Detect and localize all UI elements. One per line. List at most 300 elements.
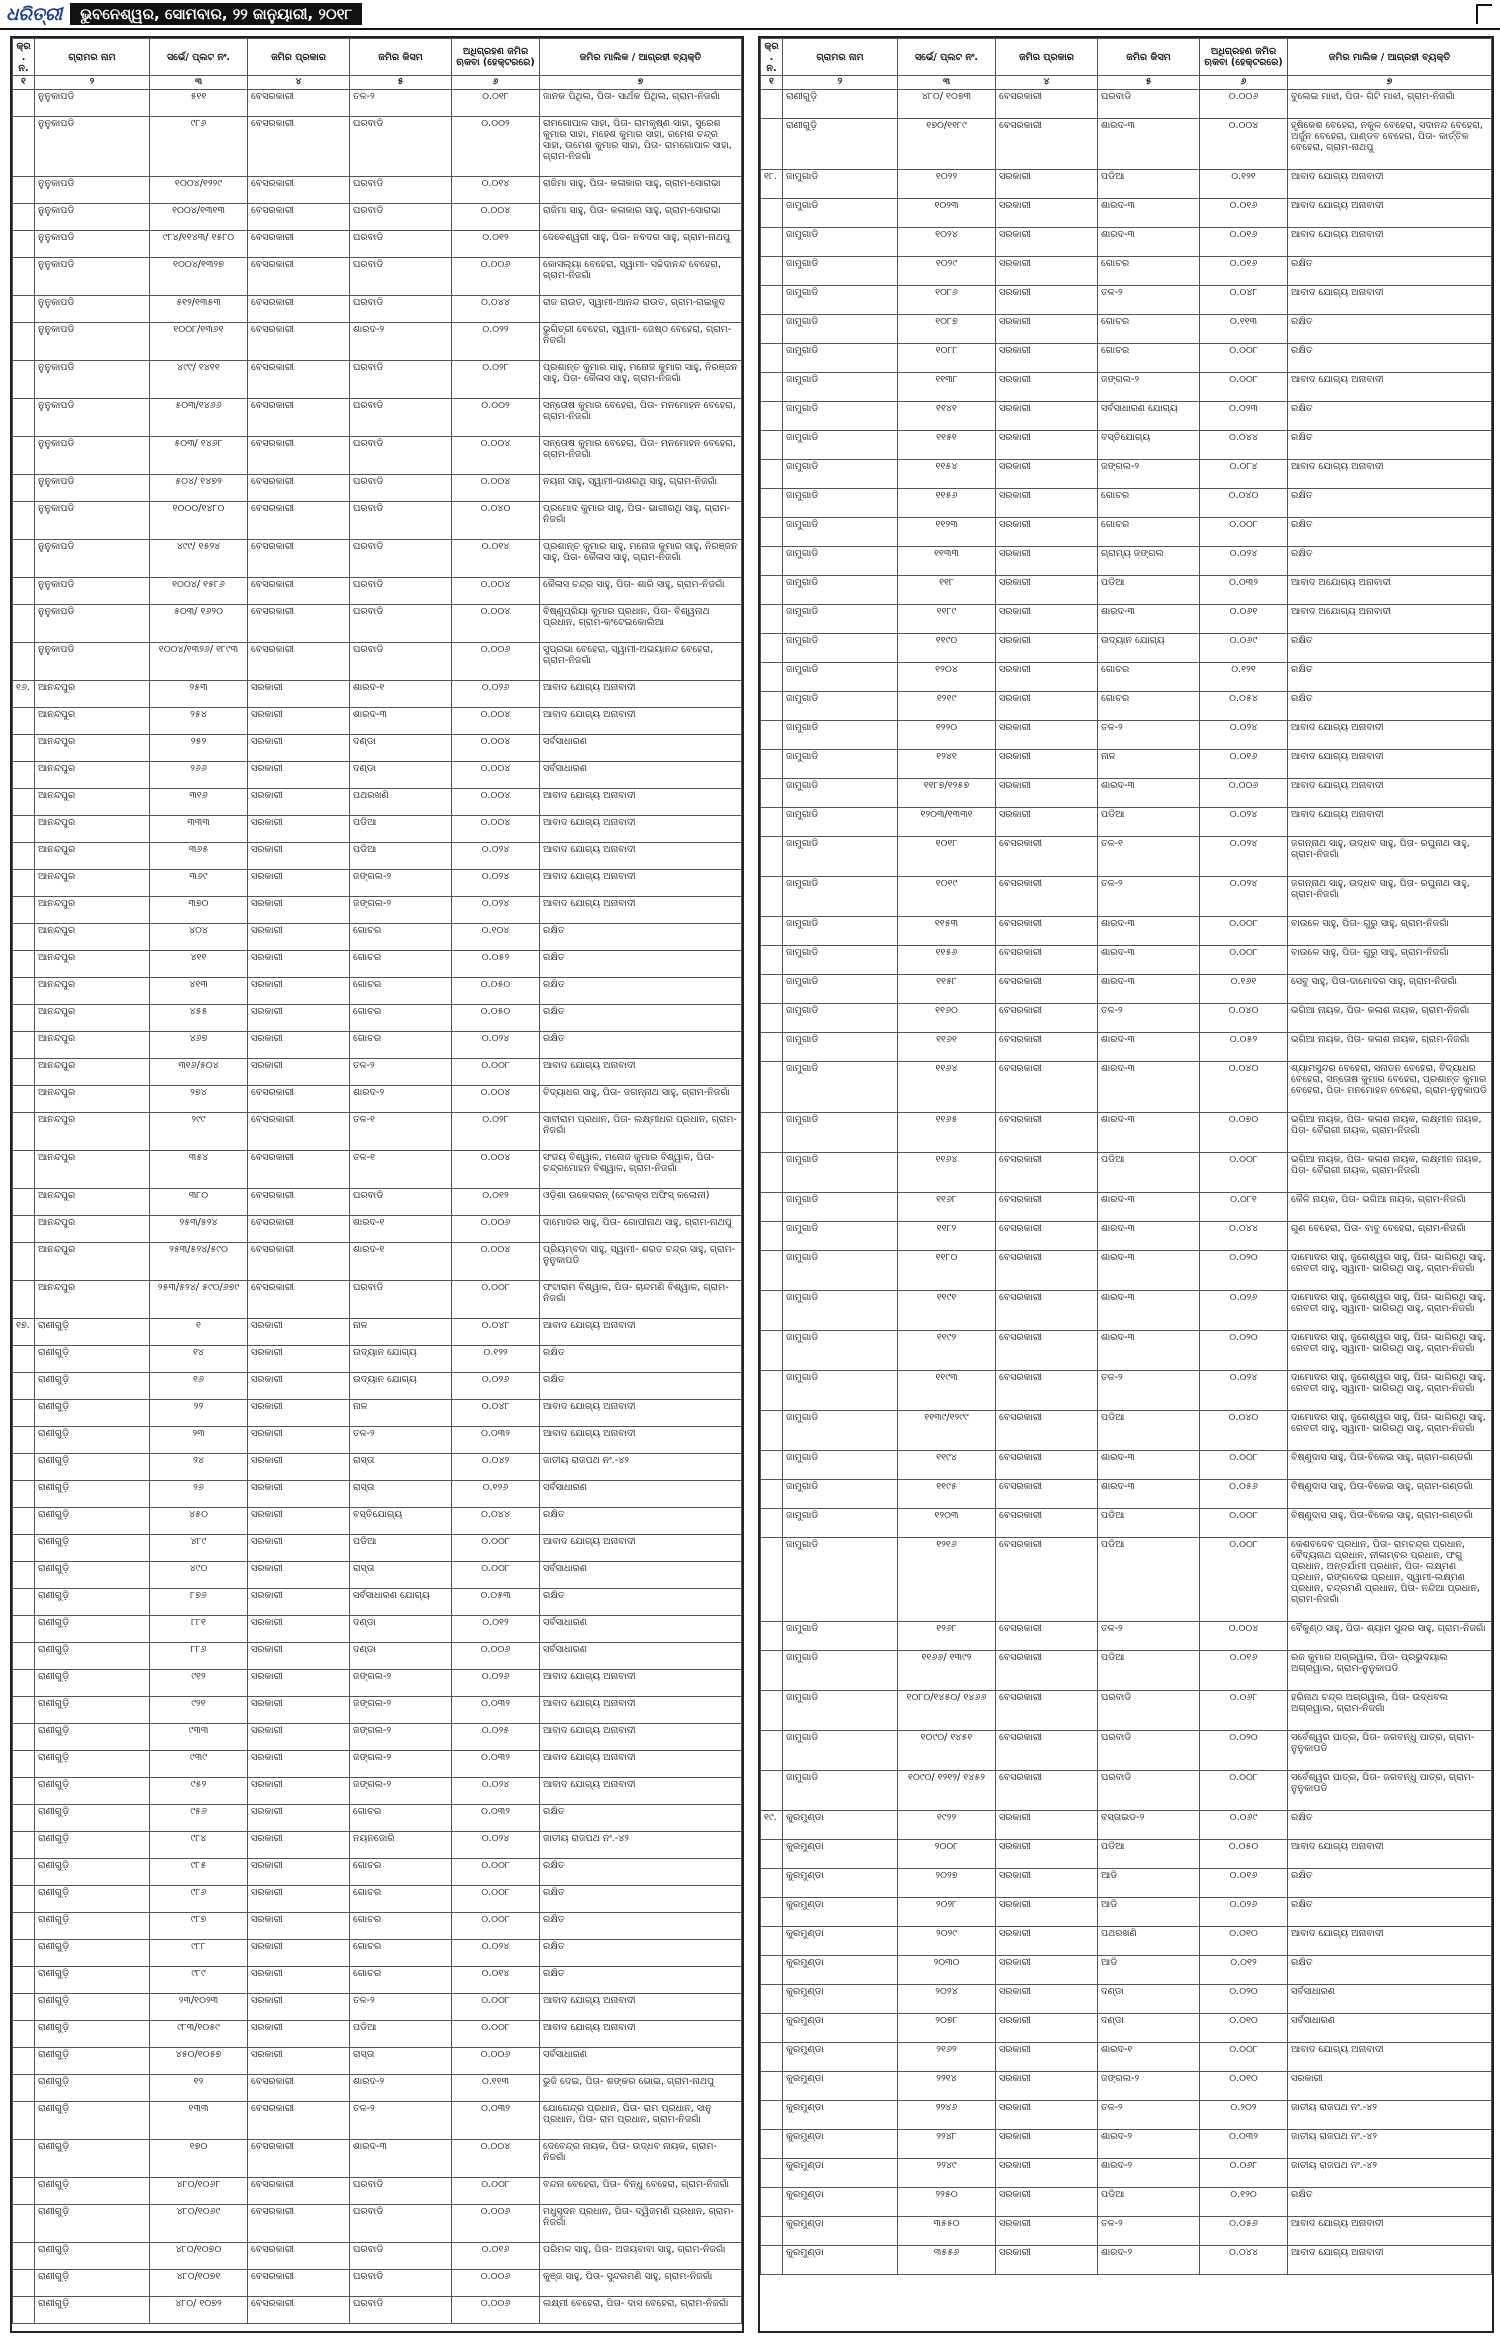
serial-cell xyxy=(761,199,783,228)
table-row xyxy=(761,2101,1492,2130)
plot-cell: ୯୮୭ xyxy=(150,1913,248,1940)
area-cell: ୦.୧୧୩ xyxy=(1200,315,1288,344)
area-cell: ୦.୦୦୬ xyxy=(452,643,540,681)
plot-cell: ୧୨୬୮ xyxy=(898,1622,996,1651)
village-cell: ରାଣୀଗୁଡ଼ି xyxy=(35,1616,150,1643)
village-cell: ନୁନୁକାପଡି xyxy=(35,605,150,643)
village-cell: ଜାମୁଗାଡି xyxy=(783,808,898,837)
owner-cell: ଆବାଦ ଯୋଗ୍ୟ ଅନାବାଦୀ xyxy=(1288,373,1492,402)
area-cell: ୦.୦୨୪ xyxy=(452,1940,540,1967)
land-type-cell: ସରକାରୀ xyxy=(248,681,350,708)
serial-cell xyxy=(761,692,783,721)
plot-cell: ୯୮୬ xyxy=(150,117,248,177)
serial-cell xyxy=(13,437,35,475)
serial-cell xyxy=(13,1113,35,1151)
village-cell: କୁରମୁଣ୍ଡା xyxy=(783,1898,898,1927)
plot-cell: ୧୦୦୪/୧୩୨୭ xyxy=(150,258,248,296)
table-row xyxy=(13,437,742,475)
village-cell: ରାଣୀଗୁଡ଼ି xyxy=(35,1589,150,1616)
land-class-cell: ଗୋଚର xyxy=(350,951,452,978)
owner-cell: ଭଗିଆ ନାୟକ, ପିତା- କଳାଶ ନାୟକ, ଗ୍ରାମ-ନିଜଗାଁ xyxy=(1288,1033,1492,1062)
area-cell: ୦.୦୨୪ xyxy=(1200,1371,1288,1411)
owner-cell: ଆବାଦ ଯୋଗ୍ୟ ଅନାବାଦୀ xyxy=(1288,2217,1492,2246)
serial-cell xyxy=(761,2072,783,2101)
area-cell: ୦.୦୦୨ xyxy=(452,117,540,177)
village-cell: ରାଣୀଗୁଡ଼ି xyxy=(35,1319,150,1346)
plot-cell: ୩୫୫୦ xyxy=(898,2217,996,2246)
village-cell: ନୁନୁକାପଡି xyxy=(35,399,150,437)
serial-cell xyxy=(13,816,35,843)
table-row xyxy=(13,1643,742,1670)
owner-cell: ଆବାଦ ଯୋଗ୍ୟ ଅନାବାଦୀ xyxy=(540,1059,742,1086)
table-row xyxy=(761,315,1492,344)
area-cell: ୦.୦୦୪ xyxy=(452,762,540,789)
village-cell: ଜାମୁଗାଡି xyxy=(783,1691,898,1731)
area-cell: ୦.୦୪୪ xyxy=(1200,1222,1288,1251)
table-row xyxy=(13,2270,742,2297)
plot-cell: ୧୧୩୩ xyxy=(898,547,996,576)
plot-cell: ୧୧୬୪ xyxy=(898,1153,996,1193)
land-type-cell: ବେସରକାରୀ xyxy=(248,177,350,204)
land-class-cell: ଆଡି xyxy=(1098,1956,1200,1985)
table-row xyxy=(761,1898,1492,1927)
owner-cell: ବୈକୁଣ୍ଠ ସାହୁ, ପିତା- ଶ୍ୟାମ ସୁନ୍ଦର ସାହୁ, ଗ୍ରାମ-ନିଜଗାଁ xyxy=(1288,1622,1492,1651)
plot-cell: ୧୧୫୬ xyxy=(898,946,996,975)
table-row xyxy=(13,1243,742,1281)
table-row xyxy=(761,634,1492,663)
village-cell: ଜାମୁଗାଡି xyxy=(783,1033,898,1062)
table-row xyxy=(13,399,742,437)
village-cell: ଜାମୁଗାଡି xyxy=(783,1251,898,1291)
plot-cell: ୧୧୫୮ xyxy=(898,975,996,1004)
owner-cell: ଆବାଦ ଯୋଗ୍ୟ ଅନାବାଦୀ xyxy=(1288,2043,1492,2072)
plot-cell: ୧୧୨୩ xyxy=(898,518,996,547)
area-cell: ୦.୦୫୦ xyxy=(452,978,540,1005)
land-class-cell: ଜଙ୍ଗଲ-୨ xyxy=(350,1778,452,1805)
land-class-cell: ଗୋଚର xyxy=(350,1967,452,1994)
land-type-cell: ବେସରକାରୀ xyxy=(248,540,350,578)
village-cell: ରାଣୀଗୁଡ଼ି xyxy=(35,2205,150,2243)
serial-cell xyxy=(13,1032,35,1059)
land-type-cell: ସରକାରୀ xyxy=(996,2043,1098,2072)
area-cell: ୦.୦୦୮ xyxy=(1200,344,1288,373)
serial-cell xyxy=(761,518,783,547)
owner-cell: ସଂଜୟ ବିଶ୍ୱାଳ, ମନୋଜ କୁମାର ବିଶ୍ୱାଳ, ପିତା-ଚନ୍ଦ୍ରମୋହନ ବିଶ୍ୱାଳ, ଗ୍ରାମ-ନିଜଗାଁ xyxy=(540,1151,742,1189)
land-type-cell: ବେସରକାରୀ xyxy=(248,1151,350,1189)
serial-cell xyxy=(13,762,35,789)
table-row xyxy=(761,877,1492,917)
land-type-cell: ସରକାରୀ xyxy=(248,1508,350,1535)
land-class-cell: ତଳ-୨ xyxy=(350,1059,452,1086)
serial-cell xyxy=(13,1508,35,1535)
land-class-cell: ତଳ-୨ xyxy=(1098,877,1200,917)
land-type-cell: ସରକାରୀ xyxy=(248,1751,350,1778)
land-type-cell: ସରକାରୀ xyxy=(996,344,1098,373)
plot-cell: ୧୧୩୯/୧୨୯୯ xyxy=(898,1411,996,1451)
land-type-cell: ସରକାରୀ xyxy=(996,2072,1098,2101)
area-cell: ୦.୧୧୩ xyxy=(452,2075,540,2102)
land-class-cell: ତଳ-୨ xyxy=(1098,1622,1200,1651)
land-class-cell: ଗୋଚର xyxy=(350,1913,452,1940)
serial-cell xyxy=(13,1913,35,1940)
area-cell: ୦.୦୧୮ xyxy=(452,90,540,117)
land-type-cell: ସରକାରୀ xyxy=(996,547,1098,576)
area-cell: ୦.୦୦୬ xyxy=(452,1216,540,1243)
land-type-cell: ବେସରକାରୀ xyxy=(996,1062,1098,1113)
land-type-cell: ସରକାରୀ xyxy=(248,1967,350,1994)
village-cell: ଆନନ୍ଦପୁର xyxy=(35,951,150,978)
table-row xyxy=(761,1331,1492,1371)
land-class-cell: ଦଣ୍ଡା xyxy=(1098,1985,1200,2014)
serial-cell xyxy=(761,1291,783,1331)
land-type-cell: ସରକାରୀ xyxy=(996,1869,1098,1898)
plot-cell: ୪୫୦/୧୦୫୭ xyxy=(150,2048,248,2075)
area-cell: ୦.୦୦୮ xyxy=(452,1535,540,1562)
village-cell: ଜାମୁଗାଡି xyxy=(783,315,898,344)
plot-cell: ୧୪ xyxy=(150,1346,248,1373)
plot-cell: ୫୦୩/ ୧୪୬୮ xyxy=(150,437,248,475)
plot-cell: ୧୧୯୩ xyxy=(898,1371,996,1411)
area-cell: ୦.୧୨୦ xyxy=(1200,2188,1288,2217)
area-cell: ୦.୦୪୦ xyxy=(1200,1411,1288,1451)
owner-cell: ବିଷ୍ଣୁଦାସ ସାହୁ, ପିତା-ବିକେଇ ସାହୁ, ଗ୍ରାମ-ଗଣ୍ଡଗାଁ xyxy=(1288,1480,1492,1509)
plot-cell: ୪୯୯/ ୧୫୨୪ xyxy=(150,540,248,578)
area-cell: ୦.୦୧୪ xyxy=(452,177,540,204)
area-cell: ୦.୦୦୬ xyxy=(452,1643,540,1670)
area-cell: ୦.୦୧୬ xyxy=(1200,1651,1288,1691)
plot-cell: ୨୨୫୦ xyxy=(898,2188,996,2217)
plot-cell: ୨୦୨୪ xyxy=(898,1985,996,2014)
table-row xyxy=(761,1193,1492,1222)
land-class-cell: ସର୍ବସାଧାରଣ ଯୋଗ୍ୟ xyxy=(350,1589,452,1616)
land-class-cell: ଶାରଦ-୩ xyxy=(1098,119,1200,170)
area-cell: ୦.୦୧୬ xyxy=(452,2243,540,2270)
serial-cell xyxy=(761,2130,783,2159)
area-cell: ୦.୦୨୪ xyxy=(1200,808,1288,837)
owner-cell: ଜାନକ ପିଥିଲ, ପିତା- ସାର୍ଥକ ପିଥିଲ, ଗ୍ରାମ-ନିଜଗାଁ xyxy=(540,90,742,117)
serial-cell xyxy=(13,1562,35,1589)
village-cell: ଜାମୁଗାଡି xyxy=(783,1451,898,1480)
land-class-cell: ଗୋଚର xyxy=(350,1886,452,1913)
serial-cell xyxy=(13,1724,35,1751)
village-cell: ଜାମୁଗାଡି xyxy=(783,1651,898,1691)
plot-cell: ୧୧୯୫ xyxy=(898,1480,996,1509)
land-class-cell: ଜଙ୍ଗଲ-୨ xyxy=(1098,2072,1200,2101)
area-cell: ୦.୦୦୬ xyxy=(1200,90,1288,119)
owner-cell: ଆବାଦ ଯୋଗ୍ୟ ଅନାବାଦୀ xyxy=(540,708,742,735)
land-type-cell: ବେସରକାରୀ xyxy=(996,946,1098,975)
plot-cell: ୧୧୯୨ xyxy=(898,1331,996,1371)
table-row xyxy=(761,257,1492,286)
village-cell: କୁରମୁଣ୍ଡା xyxy=(783,1985,898,2014)
land-class-cell: ଶାରଦ-୩ xyxy=(350,2140,452,2178)
owner-cell: ଆବାଦ ଯୋଗ୍ୟ ଅନାବାଦୀ xyxy=(1288,808,1492,837)
owner-cell: ଆବାଦ ଯୋଗ୍ୟ ଅନାବାଦୀ xyxy=(540,870,742,897)
land-type-cell: ବେସରକାରୀ xyxy=(248,1243,350,1281)
plot-cell: ୧୦୮୮ xyxy=(898,344,996,373)
plot-cell: ୩୫୫୬ xyxy=(898,2246,996,2275)
land-class-cell: ଘରବାଡି xyxy=(350,231,452,258)
owner-cell: ଆବାଦ ଯୋଗ୍ୟ ଅନାବାଦୀ xyxy=(540,1751,742,1778)
land-type-cell: ବେସରକାରୀ xyxy=(996,1771,1098,1811)
land-type-cell: ବେସରକାରୀ xyxy=(996,119,1098,170)
village-cell: ଜାମୁଗାଡି xyxy=(783,1371,898,1411)
table-row xyxy=(13,816,742,843)
area-cell: ୦.୦୫୬ xyxy=(1200,1480,1288,1509)
serial-cell xyxy=(761,2101,783,2130)
land-type-cell: ସରକାରୀ xyxy=(248,1032,350,1059)
plot-cell: ୨୭୪ xyxy=(150,1086,248,1113)
table-row xyxy=(13,296,742,323)
plot-cell: ୧୦୦୪/୧୨୨୯ xyxy=(150,177,248,204)
land-type-cell: ବେସରକାରୀ xyxy=(996,1331,1098,1371)
village-cell: ଆନନ୍ଦପୁର xyxy=(35,1086,150,1113)
column-header: ସର୍ଭେ/ ପ୍ଲଟ ନଂ. xyxy=(898,39,996,76)
owner-cell: ବୁଲେଇ ମାଝୀ, ପିତା- ଗିଟି ମାଝୀ, ଗ୍ରାମ-ନିଜଗାଁ xyxy=(1288,90,1492,119)
owner-cell: ସର୍ବସାଧାରଣ xyxy=(540,1616,742,1643)
table-row xyxy=(761,1113,1492,1153)
land-class-cell: ଶାରଦ-୧ xyxy=(350,1243,452,1281)
column-header: କ୍ର. ନ. xyxy=(13,39,35,76)
serial-cell xyxy=(761,634,783,663)
land-class-cell: ଜଙ୍ଗଲ-୨ xyxy=(350,1670,452,1697)
serial-cell xyxy=(13,1751,35,1778)
table-row xyxy=(761,2043,1492,2072)
area-cell: ୦.୦୨୩ xyxy=(1200,402,1288,431)
column-header: ଜମିର ମାଲିକ / ଆଗ୍ରହୀ ବ୍ୟକ୍ତି xyxy=(1288,39,1492,76)
village-cell: ରାଣୀଗୁଡ଼ି xyxy=(35,1805,150,1832)
land-type-cell: ବେସରକାରୀ xyxy=(248,605,350,643)
area-cell: ୦.୦୧୪ xyxy=(452,1967,540,1994)
table-row xyxy=(761,1153,1492,1193)
area-cell: ୦.୧୬୧ xyxy=(1200,975,1288,1004)
serial-cell xyxy=(13,1189,35,1216)
land-type-cell: ବେସରକାରୀ xyxy=(248,578,350,605)
table-row xyxy=(761,1811,1492,1840)
area-cell: ୦.୦୦୮ xyxy=(452,1562,540,1589)
table-row xyxy=(13,2075,742,2102)
owner-cell: ରକ୍ଷିତ xyxy=(1288,547,1492,576)
serial-cell xyxy=(761,779,783,808)
serial-cell: ୧୮. xyxy=(761,170,783,199)
serial-cell xyxy=(761,721,783,750)
serial-cell xyxy=(761,576,783,605)
land-class-cell: ଉଦ୍ୟାନ ଯୋଗ୍ୟ xyxy=(350,1346,452,1373)
village-cell: ନୁନୁକାପଡି xyxy=(35,361,150,399)
area-cell: ୦.୦୦୮ xyxy=(1200,1153,1288,1193)
table-row xyxy=(13,843,742,870)
table-row xyxy=(761,90,1492,119)
plot-cell: ୪୬୭ xyxy=(150,1032,248,1059)
land-type-cell: ବେସରକାରୀ xyxy=(996,1113,1098,1153)
land-type-cell: ସରକାରୀ xyxy=(996,663,1098,692)
village-cell: ରାଣୀଗୁଡ଼ି xyxy=(35,2075,150,2102)
table-row xyxy=(761,1033,1492,1062)
plot-cell: ୧ xyxy=(150,1319,248,1346)
plot-cell: ୮୭୬ xyxy=(150,1589,248,1616)
land-class-cell: ଗୋଚର xyxy=(350,1805,452,1832)
serial-cell xyxy=(13,2102,35,2140)
area-cell: ୦.୦୨୪ xyxy=(452,1832,540,1859)
plot-cell: ୧୨୦୪ xyxy=(898,663,996,692)
serial-cell xyxy=(761,1898,783,1927)
land-class-cell: ଗୋଚର xyxy=(1098,692,1200,721)
village-cell: ରାଣୀଗୁଡ଼ି xyxy=(35,2102,150,2140)
village-cell: କୁରମୁଣ୍ଡା xyxy=(783,2246,898,2275)
village-cell: ନୁନୁକାପଡି xyxy=(35,475,150,502)
land-class-cell: ଘରବାଡି xyxy=(1098,1691,1200,1731)
land-class-cell: ପଡିଆ xyxy=(1098,2188,1200,2217)
plot-cell: ୧୧୬୬/ ୧୩୯୨ xyxy=(898,1651,996,1691)
serial-cell xyxy=(13,204,35,231)
area-cell: ୦.୦୦୮ xyxy=(452,1859,540,1886)
table-row xyxy=(761,1222,1492,1251)
area-cell: ୦.୦୦୬ xyxy=(452,2297,540,2324)
table-row xyxy=(13,1697,742,1724)
area-cell: ୦.୦୨୬ xyxy=(1200,1898,1288,1927)
owner-cell: ରକ୍ଷିତ xyxy=(1288,1956,1492,1985)
plot-cell: ୧୧୫୧ xyxy=(898,431,996,460)
plot-cell: ୪୮୦/ ୧୦୭୨ xyxy=(150,2297,248,2324)
owner-cell: ଆବାଦ ଯୋଗ୍ୟ ଅନାବାଦୀ xyxy=(1288,1840,1492,1869)
table-row xyxy=(761,373,1492,402)
serial-cell xyxy=(13,1346,35,1373)
land-type-cell: ସରକାରୀ xyxy=(996,286,1098,315)
area-cell: ୦.୧୨୧ xyxy=(1200,170,1288,199)
plot-cell: ୯୩୩ xyxy=(150,1724,248,1751)
serial-cell: ୧୯. xyxy=(761,1811,783,1840)
land-class-cell: ତଳ-୨ xyxy=(1098,2217,1200,2246)
area-cell: ୦.୦୦୮ xyxy=(1200,1771,1288,1811)
village-cell: ରାଣୀଗୁଡ଼ି xyxy=(35,1832,150,1859)
plot-cell: ୪୯୦ xyxy=(150,1562,248,1589)
area-cell: ୦.୦୬୯ xyxy=(1200,1811,1288,1840)
owner-cell: ଭୁଜି ଦେଇ, ପିତା- ଶଙ୍କର ଭୋଇ, ଗ୍ରାମ-ନାଥପୁ xyxy=(540,2075,742,2102)
plot-cell: ୨୦୨୯ xyxy=(898,1927,996,1956)
serial-cell xyxy=(13,475,35,502)
land-class-cell: ତଳ-୧ xyxy=(350,1151,452,1189)
owner-cell: ଦାମୋଦର ସାହୁ, ଜୁଗେଶ୍ୱର ସାହୁ, ପିତା- ଭାଗିରଥି ସାହୁ, ରେବତୀ ସାହୁ, ସ୍ୱାମୀ- ଭାଗିରଥି ସାହୁ, ଗ୍ରାମ-ନିଜଗାଁ xyxy=(1288,1251,1492,1291)
land-class-cell: ଗ୍ରାମ୍ୟ ଜଙ୍ଗଲ xyxy=(1098,547,1200,576)
serial-cell xyxy=(761,1731,783,1771)
area-cell: ୦.୦୦୪ xyxy=(452,475,540,502)
serial-cell xyxy=(13,1967,35,1994)
land-class-cell: ପଡିଆ xyxy=(1098,576,1200,605)
table-row xyxy=(13,1189,742,1216)
land-type-cell: ସରକାରୀ xyxy=(996,1927,1098,1956)
plot-cell: ୧୧୯୦ xyxy=(898,634,996,663)
owner-cell: ରକ୍ଷିତ xyxy=(1288,344,1492,373)
village-cell: ଆନନ୍ଦପୁର xyxy=(35,870,150,897)
plot-cell: ୩୮୦ xyxy=(150,1189,248,1216)
serial-cell xyxy=(761,2246,783,2275)
land-type-cell: ବେସରକାରୀ xyxy=(996,1480,1098,1509)
village-cell: ରାଣୀଗୁଡ଼ି xyxy=(35,1643,150,1670)
area-cell: ୦.୦୦୪ xyxy=(452,204,540,231)
area-cell: ୦.୦୦୪ xyxy=(452,1243,540,1281)
corner-mark-icon xyxy=(1476,4,1492,24)
village-cell: କୁରମୁଣ୍ଡା xyxy=(783,2130,898,2159)
serial-cell xyxy=(13,2270,35,2297)
area-cell: ୦.୦୬୮ xyxy=(1200,1691,1288,1731)
area-cell: ୦.୦୦୪ xyxy=(452,708,540,735)
serial-cell xyxy=(761,2217,783,2246)
land-class-cell: ତଳ-୧ xyxy=(350,1113,452,1151)
serial-cell xyxy=(13,502,35,540)
serial-cell xyxy=(13,2243,35,2270)
land-type-cell: ସରକାରୀ xyxy=(248,1832,350,1859)
table-row xyxy=(13,1778,742,1805)
village-cell: କୁରମୁଣ୍ଡା xyxy=(783,2014,898,2043)
land-type-cell: ସରକାରୀ xyxy=(996,1840,1098,1869)
owner-cell: ଯୋଗେନ୍ଦ୍ର ପ୍ରଧାନ, ପିତା- ରାମ ପ୍ରଧାନ, ସାନୁ ପ୍ରଧାନ, ପିତା- ରାମ ପ୍ରଧାନ, ଗ୍ରାମ-ନିଜଗାଁ xyxy=(540,2102,742,2140)
area-cell: ୦.୦୧୬ xyxy=(1200,228,1288,257)
table-row xyxy=(761,750,1492,779)
owner-cell: ଆବାଦ ଯୋଗ୍ୟ ଅନାବାଦୀ xyxy=(540,816,742,843)
table-row xyxy=(13,1113,742,1151)
area-cell: ୦.୦୦୬ xyxy=(1200,779,1288,808)
table-row xyxy=(13,735,742,762)
owner-cell: ଓଡ଼ିଶା ଉକେସରନ୍ (ଟେଲକ୍ସ ଅଫିସ୍ କଲୋନୀ) xyxy=(540,1189,742,1216)
land-class-cell: ଶାରଦ-୩ xyxy=(1098,975,1200,1004)
table-row xyxy=(761,2217,1492,2246)
owner-cell: ଆବାଦ ଯୋଗ୍ୟ ଅନାବାଦୀ xyxy=(1288,1927,1492,1956)
area-cell: ୦.୦୨୪ xyxy=(452,897,540,924)
owner-cell: ସର୍ବସାଧାରଣ xyxy=(540,762,742,789)
area-cell: ୦.୦୨୬ xyxy=(452,1373,540,1400)
land-type-cell: ସରକାରୀ xyxy=(248,1805,350,1832)
plot-cell: ୧୧୮୯ xyxy=(898,605,996,634)
table-row xyxy=(13,1005,742,1032)
land-class-cell: ଦଣ୍ଡା xyxy=(350,1643,452,1670)
plot-cell: ୨୬୬ xyxy=(150,762,248,789)
land-type-cell: ସରକାରୀ xyxy=(996,750,1098,779)
village-cell: ନୁନୁକାପଡି xyxy=(35,323,150,361)
land-type-cell: ବେସରକାରୀ xyxy=(996,1622,1098,1651)
land-class-cell: ଗୋଚର xyxy=(1098,489,1200,518)
table-row xyxy=(761,1004,1492,1033)
plot-cell: ୫୧୨/୧୩୫୩ xyxy=(150,296,248,323)
serial-cell xyxy=(761,1062,783,1113)
land-type-cell: ବେସରକାରୀ xyxy=(248,231,350,258)
table-row xyxy=(13,1319,742,1346)
table-row xyxy=(13,361,742,399)
owner-cell: କୈଳାସ ଚନ୍ଦ୍ର ସାହୁ, ପିତା- ଶାରି ସାହୁ, ଗ୍ରାମ-ନିଜଗାଁ xyxy=(540,578,742,605)
land-class-cell: ଘରବାଡି xyxy=(1098,90,1200,119)
land-class-cell: ଦଣ୍ଡା xyxy=(1098,2014,1200,2043)
plot-cell: ୧୧୮୦ xyxy=(898,1251,996,1291)
owner-cell: ଭଗିଆ ନାୟକ, ପିତା- କଳାଶ ନାୟକ, ଗ୍ରାମ-ନିଜଗାଁ xyxy=(1288,1004,1492,1033)
owner-cell: ସନ୍ତୋଷ କୁମାର ବେହେରା, ପିତା- ମନମୋହନ ବେହେରା, ଗ୍ରାମ-ନିଜଗାଁ xyxy=(540,437,742,475)
table-row xyxy=(761,1691,1492,1731)
plot-cell: ୧୧୬୧ xyxy=(898,1033,996,1062)
land-class-cell: ଶାରଦ-୩ xyxy=(1098,1113,1200,1153)
plot-cell: ୯୮୬ xyxy=(150,1886,248,1913)
owner-cell: ଆବାଦ ଅଯୋଗ୍ୟ ଅନାବାଦୀ xyxy=(1288,605,1492,634)
village-cell: ରାଣୀଗୁଡ଼ି xyxy=(35,1751,150,1778)
village-cell: ରାଣୀଗୁଡ଼ି xyxy=(35,2021,150,2048)
village-cell: ଆନନ୍ଦପୁର xyxy=(35,816,150,843)
land-type-cell: ବେସରକାରୀ xyxy=(248,2075,350,2102)
area-cell: ୦.୦୦୬ xyxy=(452,2205,540,2243)
village-cell: ଆନନ୍ଦପୁର xyxy=(35,897,150,924)
table-row xyxy=(761,2246,1492,2275)
village-cell: ଜାମୁଗାଡି xyxy=(783,170,898,199)
land-class-cell: ଶାରଦ-୨ xyxy=(1098,2130,1200,2159)
land-type-cell: ସରକାରୀ xyxy=(996,373,1098,402)
land-class-cell: ଗୋଚର xyxy=(350,1859,452,1886)
owner-cell: ରାମଗୋପାଳ ସାହା, ପିତା- ରାମକୃଷ୍ଣ ସାହା, ସୁରେଶ କୁମାର ସାହା, ମହେଶ କୁମାର ସାହା, ରମେଶ ଚନ୍ଦ୍ର ସାହା, ଉମେଶ କୁମାର ସାହା, ପିତା- ରାମଗୋପାଳ ସାହା, ଗ୍ରାମ-ନିଜଗାଁ xyxy=(540,117,742,177)
